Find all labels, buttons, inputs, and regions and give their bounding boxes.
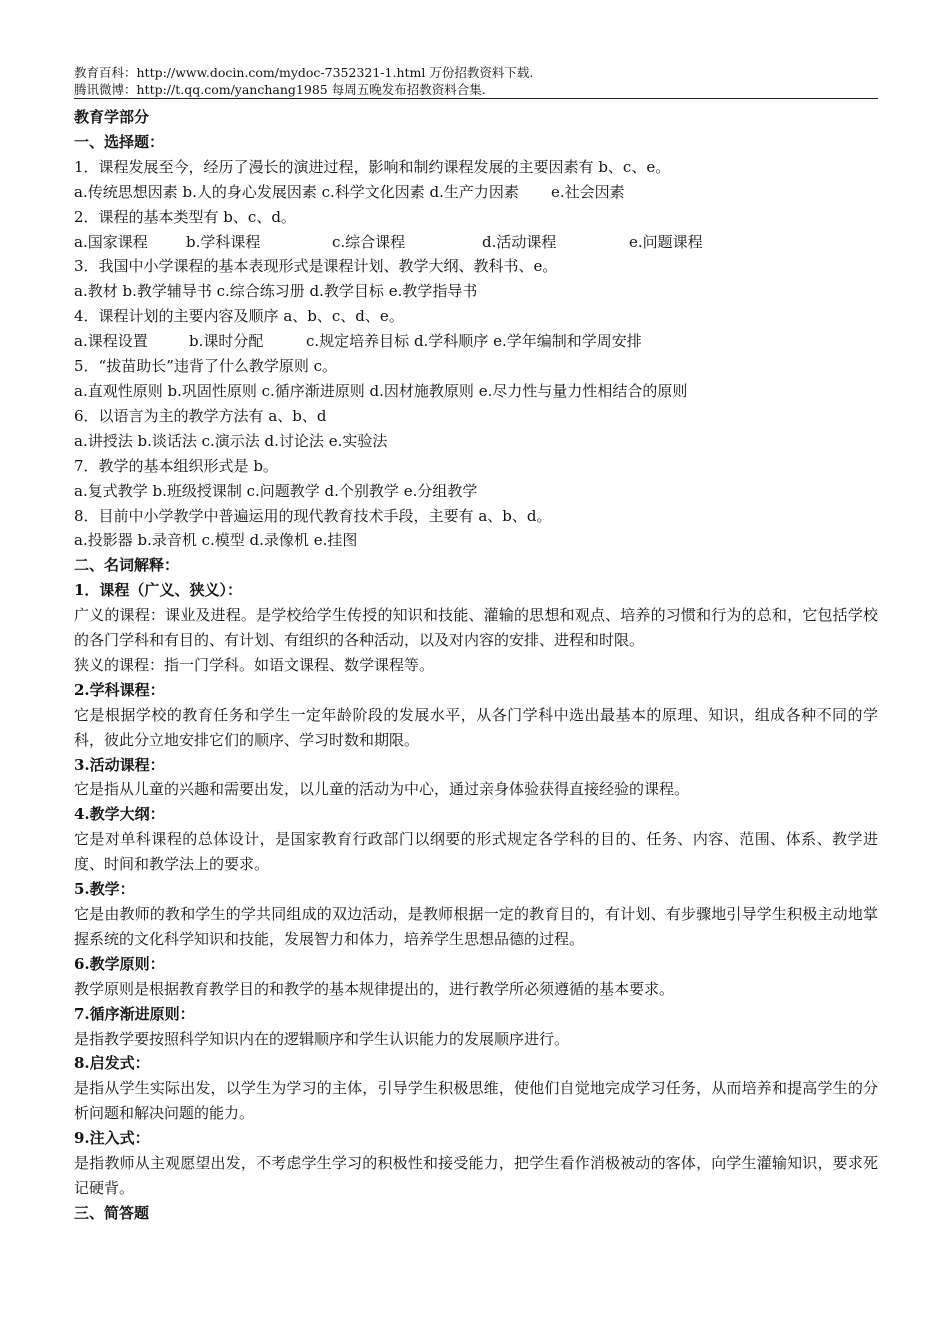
question-1-options <box>74 180 878 205</box>
option-e: e.社会因素 <box>550 182 625 201</box>
question-6: 6．以语言为主的教学方法有 a、b、d <box>74 406 327 425</box>
question-1: 1．课程发展至今，经历了漫长的演进过程，影响和制约课程发展的主要因素有 b、c、e。 <box>74 157 671 176</box>
question-2-options <box>74 230 878 255</box>
question-5: 5．“拔苗助长”违背了什么教学原则 c。 <box>74 357 338 376</box>
option-rest: c.规定培养目标 d.学科顺序 e.学年编制和学周安排 <box>306 332 642 351</box>
term-9-definition: 是指教师从主观愿望出发，不考虑学生学习的积极性和接受能力，把学生看作消极被动的客体，向学生灌输知识，要求死记硬背。 <box>74 1154 878 1197</box>
term-7-definition: 是指教学要按照科学知识内在的逻辑顺序和学生认识能力的发展顺序进行。 <box>74 1029 570 1048</box>
term-6-title: 6.教学原则： <box>74 954 165 973</box>
header-divider <box>74 98 878 99</box>
term-4-title: 4.教学大纲： <box>74 805 165 824</box>
term-2-definition: 它是根据学校的教育任务和学生一定年龄阶段的发展水平，从各门学科中选出最基本的原理、知识，组成各种不同的学科，彼此分立地安排它们的顺序、学习时数和期限。 <box>74 705 878 749</box>
question-8: 8．目前中小学教学中普遍运用的现代教育技术手段，主要有 a、b、d。 <box>74 506 552 525</box>
question-5-options: a.直观性原则 b.巩固性原则 c.循序渐进原则 d.因材施教原则 e.尽力性与量力性相结合的原则 <box>74 381 688 400</box>
term-4-definition: 它是对单科课程的总体设计，是国家教育行政部门以纲要的形式规定各学科的目的、任务、内容、范围、体系、教学进度、时间和教学法上的要求。 <box>74 830 878 874</box>
header-weibo-link: 腾讯微博：http://t.qq.com/yanchang1985 每周五晚发布招教资料合集. <box>74 82 486 97</box>
term-8-title: 8.启发式： <box>74 1054 150 1073</box>
term-2-title: 2.学科课程： <box>74 680 165 699</box>
term-3-title: 3.活动课程： <box>74 755 165 774</box>
option-b: b.学科课程 <box>186 232 261 251</box>
option-e: e.问题课程 <box>629 232 703 251</box>
term-9-title: 9.注入式： <box>74 1129 150 1148</box>
option-b: b.课时分配 <box>189 332 264 351</box>
document-page <box>74 64 878 1226</box>
option-a: a.国家课程 <box>74 232 148 251</box>
term-1-broad-definition: 广义的课程：课业及进程。是学校给学生传授的知识和技能、灌输的思想和观点、培养的习惯和行为的总和，它包括学校的各门学科和有目的、有计划、有组织的各种活动，以及对内容的安排、进程和时限。 <box>74 606 878 650</box>
question-4-options <box>74 329 878 354</box>
question-3-options: a.教材 b.教学辅导书 c.综合练习册 d.教学目标 e.教学指导书 <box>74 282 478 301</box>
question-8-options: a.投影器 b.录音机 c.模型 d.录像机 e.挂图 <box>74 531 358 550</box>
term-3-definition: 它是指从儿童的兴趣和需要出发，以儿童的活动为中心，通过亲身体验获得直接经验的课程。 <box>74 780 690 799</box>
option-d: d.活动课程 <box>482 232 557 251</box>
question-6-options: a.讲授法 b.谈话法 c.演示法 d.讨论法 e.实验法 <box>74 431 388 450</box>
question-2: 2．课程的基本类型有 b、c、d。 <box>74 207 296 226</box>
option-c: c.综合课程 <box>332 232 406 251</box>
term-1-narrow-definition: 狭义的课程：指一门学科。如语文课程、数学课程等。 <box>74 655 435 674</box>
option-group: a.传统思想因素 b.人的身心发展因素 c.科学文化因素 d.生产力因素 <box>74 182 519 201</box>
question-3: 3．我国中小学课程的基本表现形式是课程计划、教学大纲、教科书、e。 <box>74 257 558 276</box>
header-docin-link: 教育百科：http://www.docin.com/mydoc-7352321-1.html 万份招教资料下载. <box>74 65 534 80</box>
term-7-title: 7.循序渐进原则： <box>74 1004 195 1023</box>
option-a: a.课程设置 <box>74 332 148 351</box>
term-8-definition: 是指从学生实际出发，以学生为学习的主体，引导学生积极思维，使他们自觉地完成学习任务，从而培养和提高学生的分析问题和解决问题的能力。 <box>74 1079 878 1123</box>
part3-heading: 三、简答题 <box>74 1203 150 1222</box>
question-7-options: a.复式教学 b.班级授课制 c.问题教学 d.个别教学 e.分组教学 <box>74 481 478 500</box>
term-6-definition: 教学原则是根据教育教学目的和教学的基本规律提出的，进行教学所必须遵循的基本要求。 <box>74 979 675 998</box>
term-5-definition: 它是由教师的教和学生的学共同组成的双边活动，是教师根据一定的教育目的，有计划、有步骤地引导学生积极主动地掌握系统的文化科学知识和技能，发展智力和体力，培养学生思想品德的过程。 <box>74 905 878 948</box>
section-title: 教育学部分 <box>74 108 150 126</box>
term-1-title: 1．课程（广义、狭义）： <box>74 581 242 600</box>
term-5-title: 5.教学： <box>74 880 135 899</box>
part2-heading: 二、名词解释： <box>74 556 180 575</box>
part1-heading: 一、选择题： <box>74 132 165 151</box>
question-4: 4．课程计划的主要内容及顺序 a、b、c、d、e。 <box>74 307 404 326</box>
question-7: 7．教学的基本组织形式是 b。 <box>74 456 278 475</box>
